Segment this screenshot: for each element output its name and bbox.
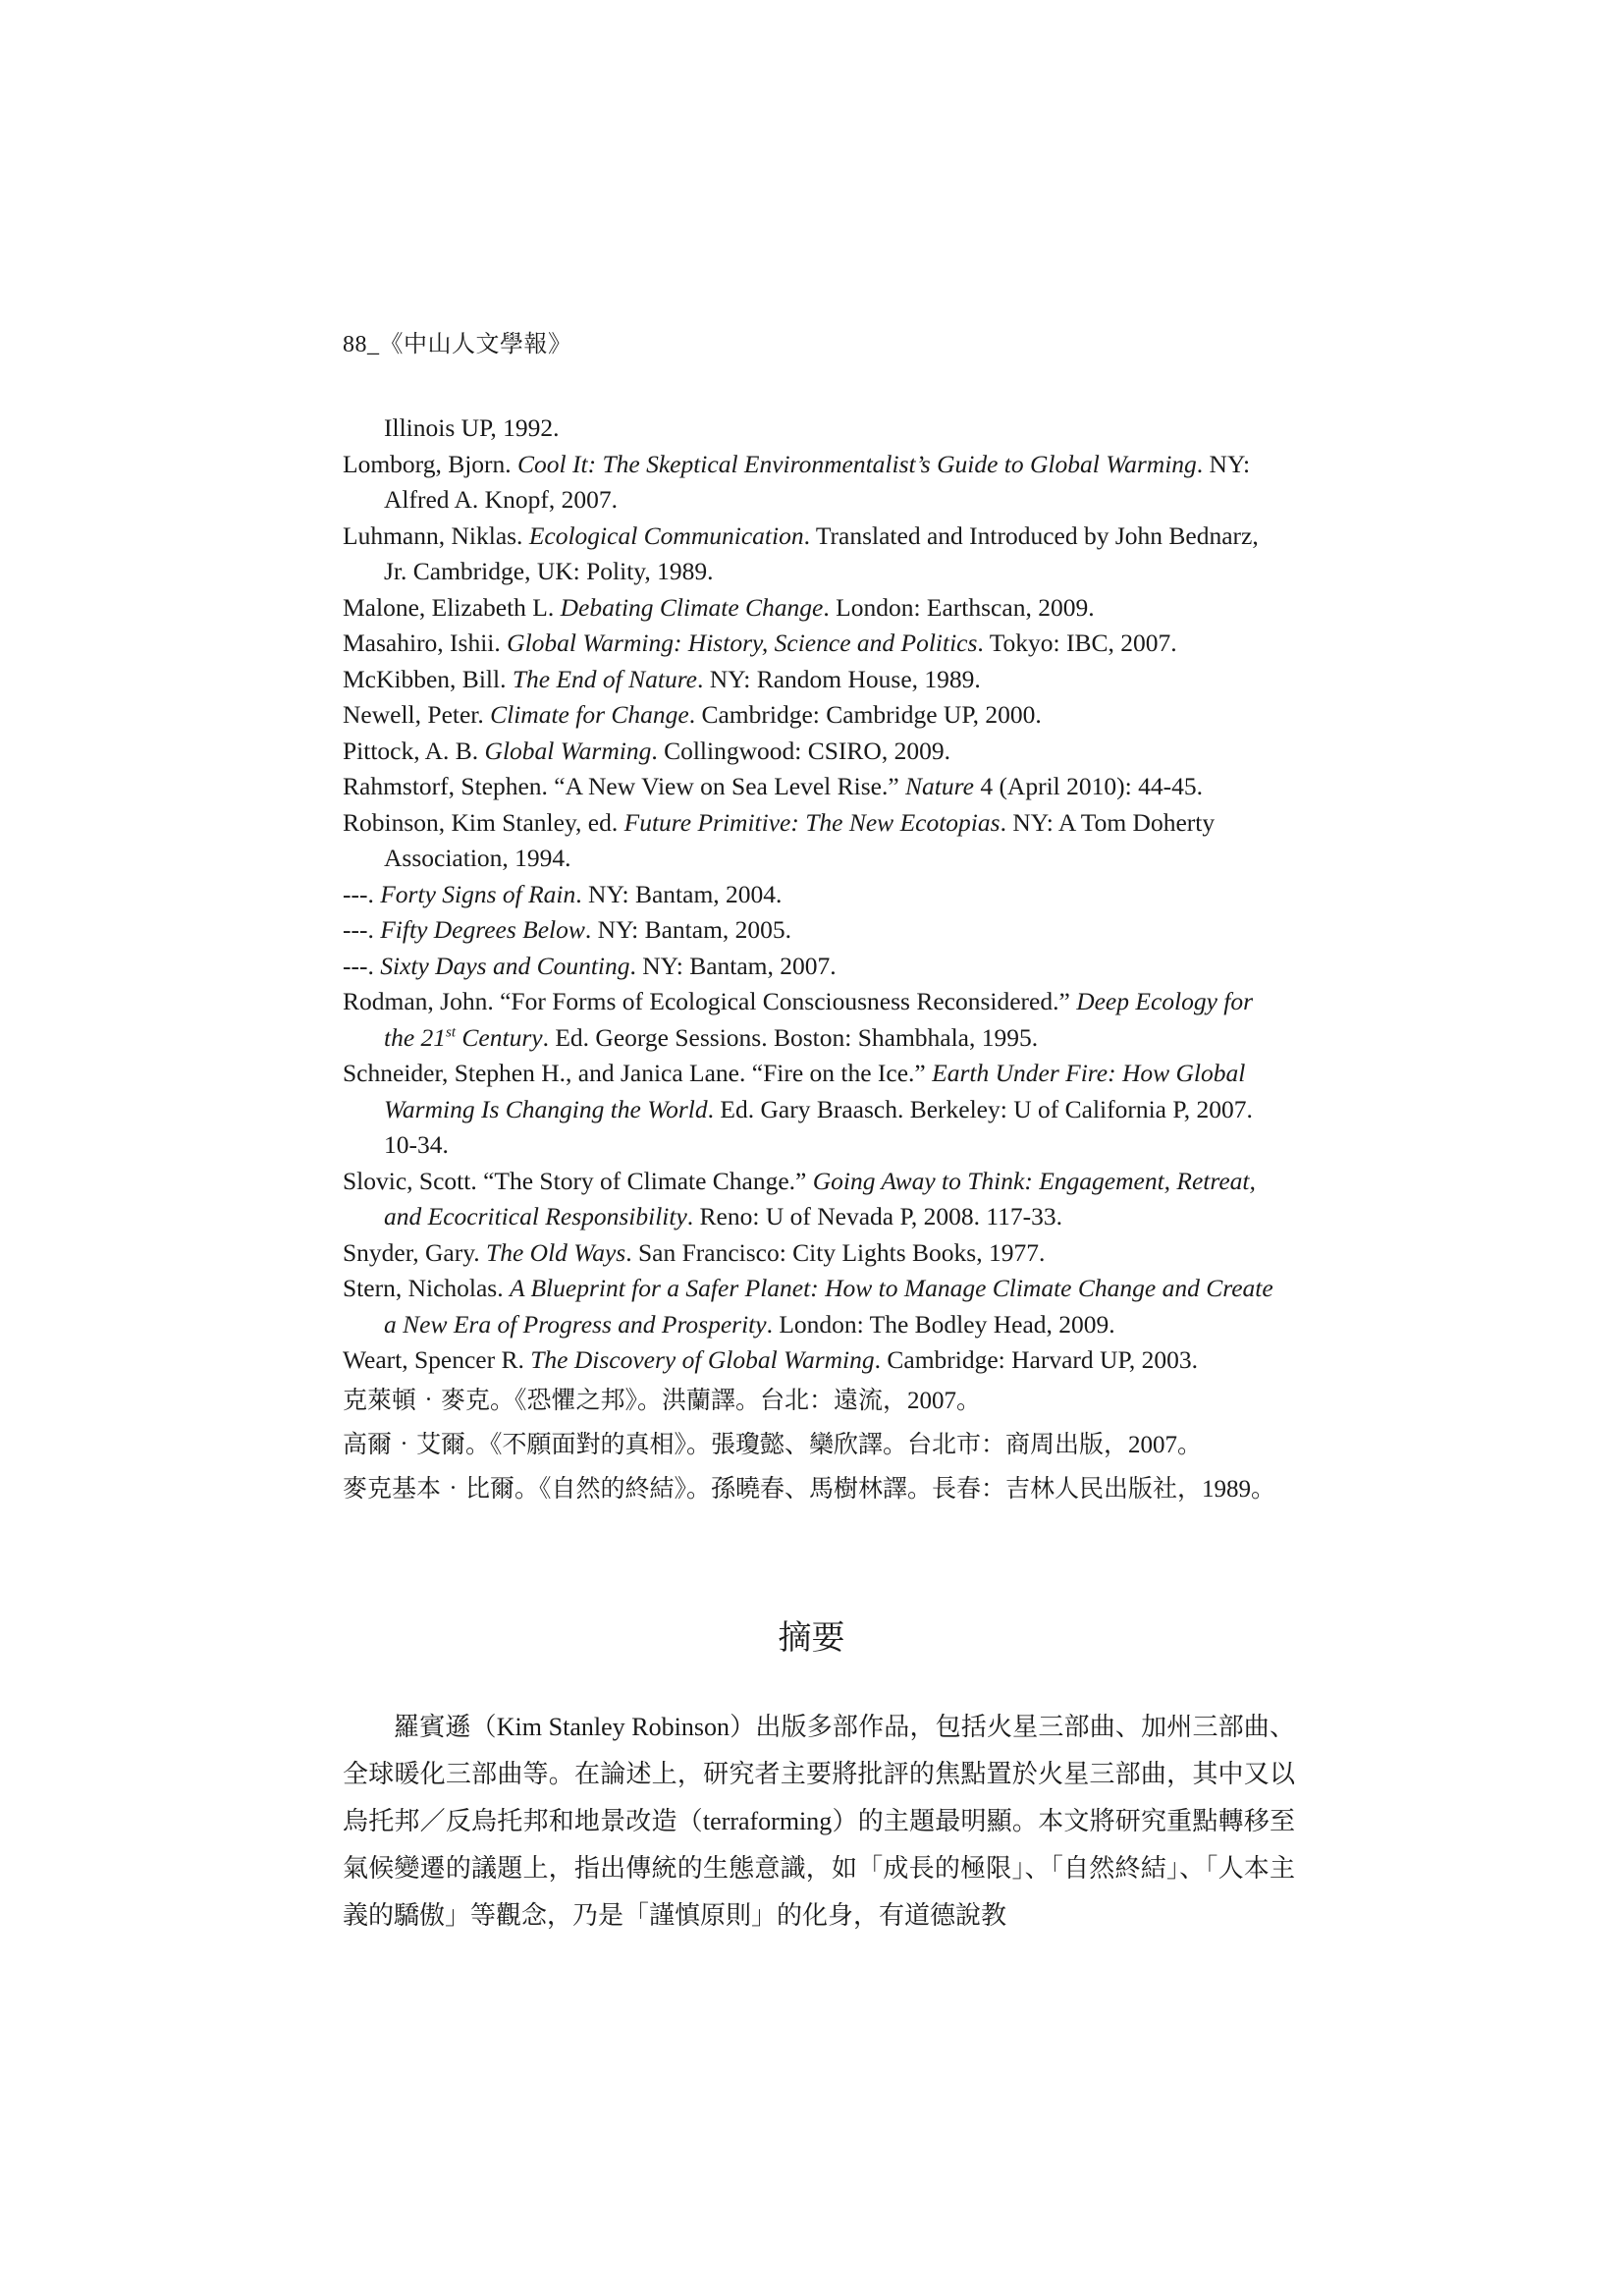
reference-entry [343, 410, 1285, 447]
reference-text: ---. [343, 879, 381, 908]
reference-entry [343, 1379, 1285, 1423]
reference-text: . NY: Bantam, 2007. [629, 951, 837, 980]
reference-title: Century [456, 1022, 543, 1052]
reference-title: A Blueprint for a Safer Planet: How to Manage Climate Change and Create a New Era of Progress and Prosperity [384, 1274, 1273, 1339]
reference-text: . Cambridge: Cambridge UP, 2000. [688, 700, 1042, 729]
reference-text: Stern, Nicholas. [343, 1274, 510, 1302]
reference-entry [343, 984, 1285, 1056]
references-list [343, 410, 1285, 1511]
reference-text: 4 (April 2010): 44-45. [973, 772, 1203, 800]
reference-text: . NY: Bantam, 2005. [584, 915, 792, 944]
reference-text: . Ed. Gary Braasch. Berkeley: U of California P, 2007. 10-34. [384, 1094, 1253, 1159]
reference-title: Cool It: The Skeptical Environmentalist’s Guide to Global Warming [517, 449, 1197, 478]
abstract-title: 摘要 [778, 1620, 845, 1657]
reference-text: Slovic, Scott. “The Story of Climate Change.” [343, 1166, 813, 1195]
reference-text: . NY: Alfred A. Knopf, 2007. [384, 449, 1251, 514]
reference-text: . NY: Bantam, 2004. [575, 879, 783, 908]
reference-text: . London: Earthscan, 2009. [823, 592, 1095, 622]
reference-text: Luhmann, Niklas. [343, 520, 529, 550]
reference-title: The Old Ways [486, 1237, 626, 1267]
reference-text: Rodman, John. “For Forms of Ecological Consciousness Reconsidered.” [343, 987, 1077, 1015]
reference-text: . Collingwood: CSIRO, 2009. [651, 736, 950, 765]
reference-text: Rahmstorf, Stephen. “A New View on Sea Level Rise.” [343, 772, 906, 800]
reference-entry [343, 1056, 1285, 1164]
reference-entry [343, 626, 1285, 662]
reference-text: . London: The Bodley Head, 2009. [766, 1309, 1115, 1339]
reference-entry [343, 1467, 1285, 1511]
reference-text: Newell, Peter. [343, 700, 491, 729]
reference-title: Forty Signs of Rain [380, 879, 576, 908]
reference-text: ---. [343, 915, 381, 944]
reference-text: Snyder, Gary. [343, 1237, 487, 1267]
reference-entry [343, 805, 1285, 877]
reference-entry [343, 590, 1285, 627]
reference-text: . NY: A Tom Doherty Association, 1994. [384, 807, 1216, 872]
reference-text: Malone, Elizabeth L. [343, 592, 561, 622]
reference-text: Robinson, Kim Stanley, ed. [343, 807, 624, 837]
reference-entry [343, 519, 1285, 590]
reference-entry [343, 447, 1285, 519]
reference-entry [343, 697, 1285, 734]
reference-text: 麥克基本‧比爾。《自然的終結》。孫曉春、馬樹林譯。長春：吉林人民出版社，1989。 [343, 1475, 1276, 1503]
reference-text: Illinois UP, 1992. [384, 413, 560, 442]
reference-text: Pittock, A. B. [343, 736, 485, 765]
reference-text: ---. [343, 951, 381, 980]
reference-text: . Translated and Introduced by John Bednarz, Jr. Cambridge, UK: Polity, 1989. [384, 520, 1259, 585]
reference-entry [343, 769, 1285, 805]
reference-text: . Tokyo: IBC, 2007. [977, 629, 1177, 657]
reference-title: Climate for Change [490, 700, 689, 729]
reference-text: . NY: Random House, 1989. [697, 664, 981, 693]
reference-text: McKibben, Bill. [343, 664, 513, 693]
reference-entry [343, 949, 1285, 985]
reference-title: Global Warming [484, 736, 652, 765]
superscript: st [446, 1024, 457, 1040]
reference-text: Schneider, Stephen H., and Janica Lane. “Fire on the Ice.” [343, 1059, 933, 1087]
reference-title: Deep Ecology for the 21 [384, 987, 1254, 1052]
reference-entry [343, 734, 1285, 770]
reference-entry [343, 1271, 1285, 1342]
reference-text: . San Francisco: City Lights Books, 1977. [625, 1237, 1046, 1267]
abstract-text: 羅賓遜（Kim Stanley Robinson）出版多部作品，包括火星三部曲、加州三部曲、全球暖化三部曲等。在論述上，研究者主要將批評的焦點置於火星三部曲，其中又以烏托邦／反烏托邦和地景改造（terraforming）的主題最明顯。本文將研究重點轉移至氣候變遷的議題上，指出傳統的生態意識，如「成長的極限」、「自然終結」、「人本主義的驕傲」等觀念，乃是「謹慎原則」的化身，有道德說教 [343, 1713, 1295, 1930]
reference-title: Global Warming: History, Science and Politics [507, 629, 978, 657]
reference-title: Earth Under Fire: How Global Warming Is Changing the World [384, 1059, 1246, 1123]
reference-title: Debating Climate Change [560, 592, 824, 622]
reference-title: Nature [905, 772, 974, 800]
reference-text: 高爾‧艾爾。《不願面對的真相》。張瓊懿、欒欣譯。台北市：商周出版，2007。 [343, 1431, 1203, 1458]
reference-text: Lomborg, Bjorn. [343, 449, 518, 478]
reference-entry [343, 1423, 1285, 1467]
reference-text: 克萊頓‧麥克。《恐懼之邦》。洪蘭譯。台北：遠流，2007。 [343, 1387, 982, 1414]
reference-title: Future Primitive: The New Ecotopias [623, 807, 1001, 837]
reference-title: Going Away to Think: Engagement, Retreat, and Ecocritical Responsibility [384, 1166, 1256, 1230]
reference-entry [343, 912, 1285, 949]
reference-entry [343, 877, 1285, 913]
reference-title: Sixty Days and Counting [380, 951, 630, 980]
reference-text: . Ed. George Sessions. Boston: Shambhala, 1995. [542, 1022, 1039, 1052]
reference-title: The Discovery of Global Warming [530, 1345, 875, 1374]
reference-title: The End of Nature [512, 664, 698, 693]
reference-text: . Reno: U of Nevada P, 2008. 117-33. [686, 1202, 1062, 1230]
reference-text: Weart, Spencer R. [343, 1345, 531, 1374]
running-header: 88_《中山人文學報》 [343, 332, 572, 357]
reference-entry [343, 1164, 1285, 1235]
reference-text: Masahiro, Ishii. [343, 629, 508, 657]
reference-text: . Cambridge: Harvard UP, 2003. [874, 1345, 1198, 1374]
reference-title: Fifty Degrees Below [380, 915, 585, 944]
reference-entry [343, 662, 1285, 698]
reference-entry [343, 1342, 1285, 1379]
reference-entry [343, 1235, 1285, 1272]
reference-title: Ecological Communication [528, 520, 804, 550]
